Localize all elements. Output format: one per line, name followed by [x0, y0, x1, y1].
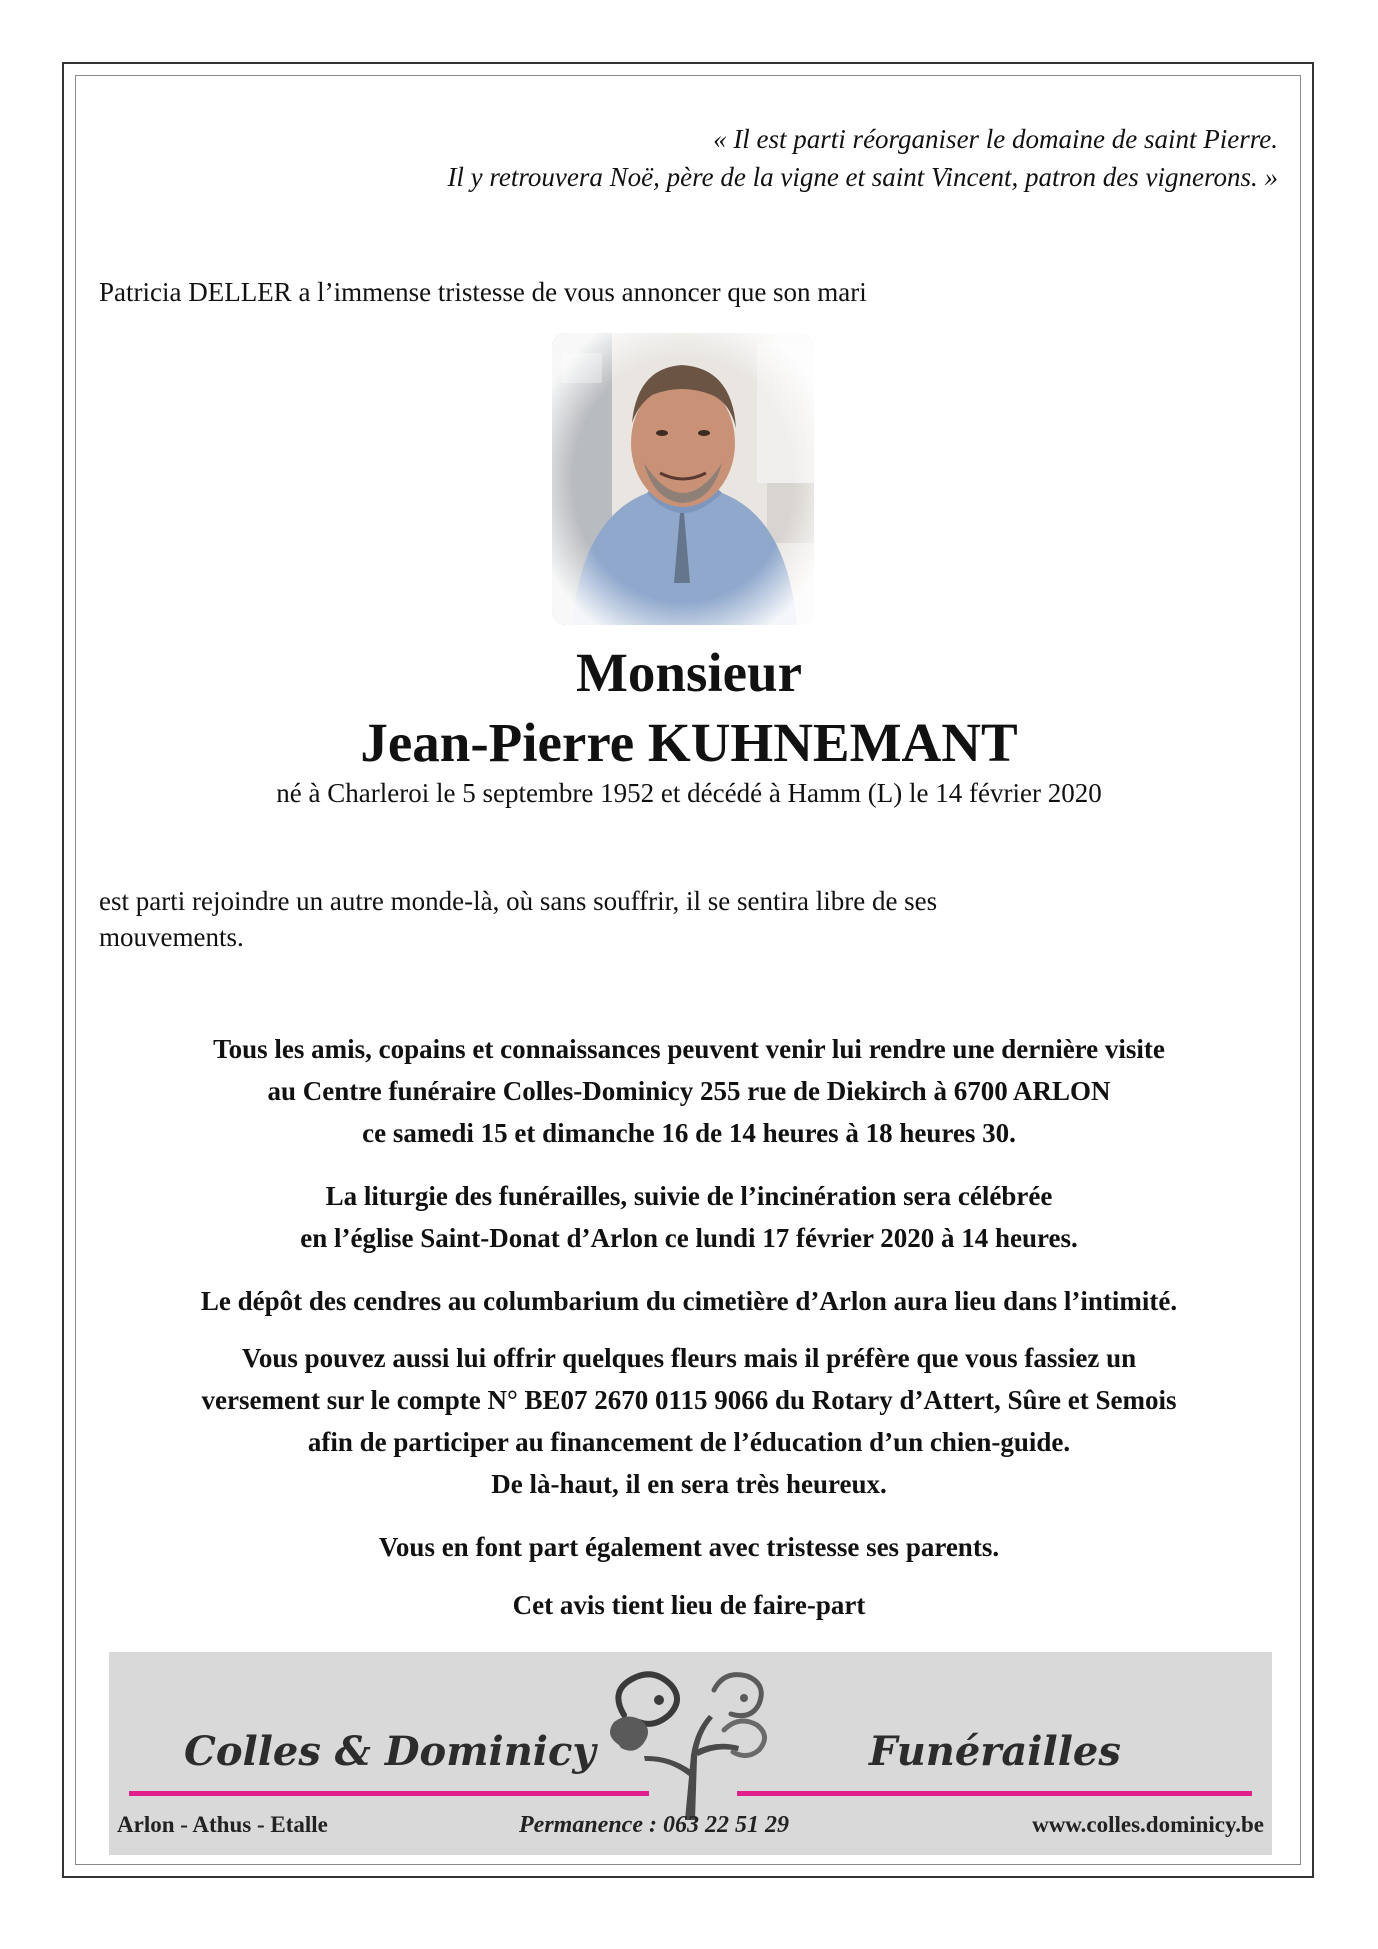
funeral-home-banner: [109, 1652, 1272, 1855]
brand-subtitle: Funérailles: [869, 1728, 1121, 1775]
donation-paragraph: [0, 1337, 1378, 1505]
visit-line-2: au Centre funéraire Colles-Dominicy 255 rue de Diekirch à 6700 ARLON: [267, 1076, 1111, 1106]
accent-line-right: [737, 1791, 1252, 1796]
visit-paragraph: [0, 1028, 1378, 1154]
visit-line-3: ce samedi 15 et dimanche 16 de 14 heures à 18 heures 30.: [362, 1118, 1016, 1148]
epigraph-quote: [178, 120, 1278, 196]
website-link[interactable]: www.colles.dominicy.be: [1032, 1812, 1264, 1837]
message-line-1: est parti rejoindre un autre monde-là, où sans souffrir, il se sentira libre de ses: [99, 886, 938, 916]
quote-line-2: Il y retrouvera Noë, père de la vigne et saint Vincent, patron des vignerons. »: [447, 162, 1278, 192]
tree-icon: [599, 1660, 779, 1825]
ashes-paragraph: [0, 1280, 1378, 1322]
notice-paragraph: [0, 1584, 1378, 1626]
liturgy-line-2: en l’église Saint-Donat d’Arlon ce lundi 17 février 2020 à 14 heures.: [300, 1223, 1078, 1253]
accent-line-left: [129, 1791, 649, 1796]
portrait-image: [552, 333, 814, 625]
donation-line-3: afin de participer au financement de l’éducation d’un chien-guide.: [307, 1427, 1071, 1457]
honorific: Monsieur: [575, 642, 803, 703]
birth-death-dates: né à Charleroi le 5 septembre 1952 et décédé à Hamm (L) le 14 février 2020: [276, 778, 1102, 808]
message-text: [99, 883, 1279, 955]
locations-text: Arlon - Athus - Etalle: [117, 1812, 328, 1837]
notice-line: Cet avis tient lieu de faire-part: [512, 1590, 866, 1620]
phone-text: Permanence : 063 22 51 29: [519, 1812, 789, 1838]
donation-line-1: Vous pouvez aussi lui offrir quelques fleurs mais il préfère que vous fassiez un: [241, 1343, 1137, 1373]
donation-line-2: versement sur le compte N° BE07 2670 0115 9066 du Rotary d’Attert, Sûre et Semois: [201, 1385, 1177, 1415]
donation-line-4: De là-haut, il en sera très heureux.: [491, 1469, 887, 1499]
intro-text: Patricia DELLER a l’immense tristesse de vous annoncer que son mari: [99, 277, 867, 307]
visit-line-1: Tous les amis, copains et connaissances peuvent venir lui rendre une dernière visite: [213, 1034, 1165, 1064]
brand-name: Colles & Dominicy: [184, 1728, 596, 1775]
parents-paragraph: [0, 1526, 1378, 1568]
message-line-2: mouvements.: [99, 922, 244, 952]
parents-line: Vous en font part également avec tristesse ses parents.: [378, 1532, 1000, 1562]
liturgy-paragraph: [0, 1175, 1378, 1259]
ashes-line: Le dépôt des cendres au columbarium du cimetière d’Arlon aura lieu dans l’intimité.: [200, 1286, 1178, 1316]
deceased-name: Jean-Pierre KUHNEMANT: [360, 712, 1018, 773]
portrait-photo: [552, 333, 814, 625]
liturgy-line-1: La liturgie des funérailles, suivie de l’incinération sera célébrée: [325, 1181, 1053, 1211]
quote-line-1: « Il est parti réorganiser le domaine de saint Pierre.: [713, 124, 1278, 154]
